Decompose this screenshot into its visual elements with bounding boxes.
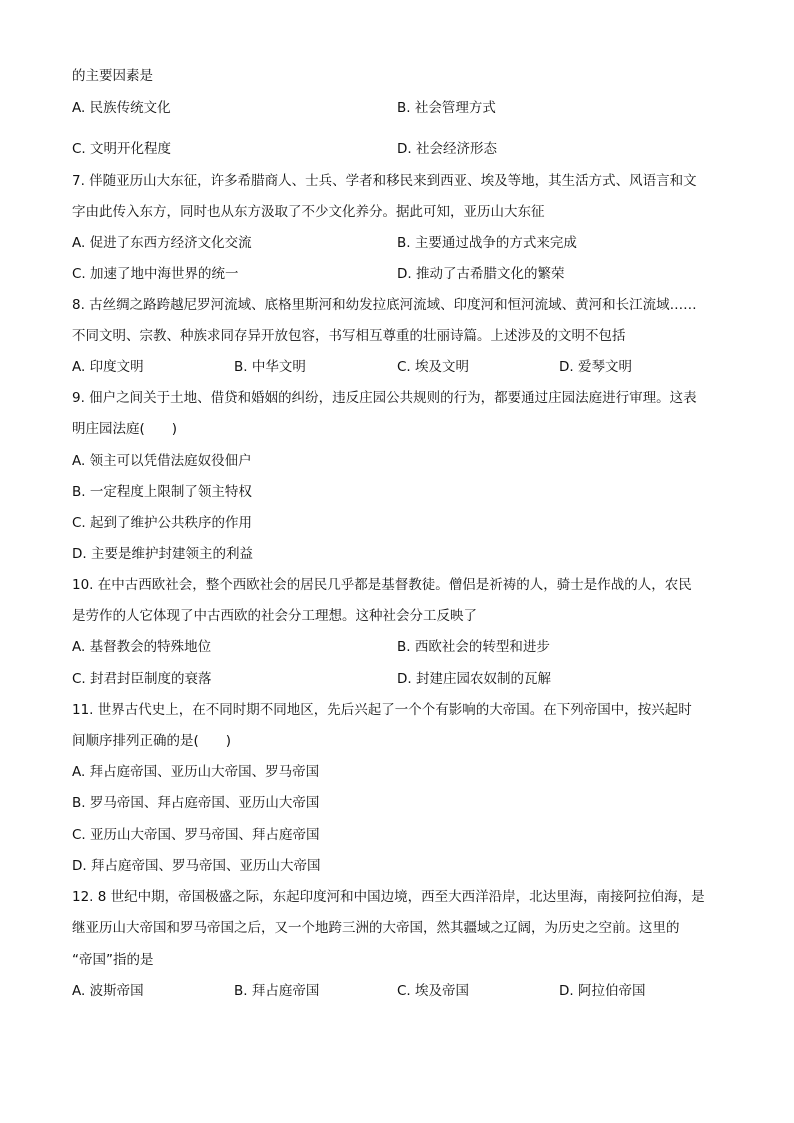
q7-stem-line1: 7. 伴随亚历山大东征，许多希腊商人、士兵、学者和移民来到西亚、埃及等地，其生活方式、风语言和文 <box>72 173 697 189</box>
q12-stem-line3: “帝国”指的是 <box>72 952 154 968</box>
q6-stem-tail: 的主要因素是 <box>72 68 153 84</box>
q10-option-d: D. 封建庄园农奴制的瓦解 <box>397 671 551 687</box>
q10-stem-line1: 10. 在中古西欧社会，整个西欧社会的居民几乎都是基督教徒。僧侣是祈祷的人，骑士是作战的人，农民 <box>72 577 692 593</box>
q12-option-a: A. 波斯帝国 <box>72 983 144 999</box>
q8-stem-line2: 不同文明、宗教、种族求同存异开放包容，书写相互尊重的壮丽诗篇。上述涉及的文明不包括 <box>72 328 626 344</box>
q12-option-b: B. 拜占庭帝国 <box>234 983 320 999</box>
q11-option-a: A. 拜占庭帝国、亚历山大帝国、罗马帝国 <box>72 764 320 780</box>
q11-option-d: D. 拜占庭帝国、罗马帝国、亚历山大帝国 <box>72 858 321 874</box>
q6-option-a: A. 民族传统文化 <box>72 100 171 116</box>
q9-option-b: B. 一定程度上限制了领主特权 <box>72 484 252 500</box>
q8-option-b: B. 中华文明 <box>234 359 306 375</box>
q11-option-b: B. 罗马帝国、拜占庭帝国、亚历山大帝国 <box>72 795 320 811</box>
q9-option-d: D. 主要是维护封建领主的利益 <box>72 546 253 562</box>
q10-option-c: C. 封君封臣制度的衰落 <box>72 671 212 687</box>
q9-stem-line2: 明庄园法庭( ) <box>72 421 178 437</box>
q7-option-d: D. 推动了古希腊文化的繁荣 <box>397 266 565 282</box>
q8-option-d: D. 爱琴文明 <box>559 359 632 375</box>
q11-stem-line2: 间顺序排列正确的是( ) <box>72 733 232 749</box>
q10-stem-line2: 是劳作的人它体现了中古西欧的社会分工理想。这种社会分工反映了 <box>72 608 477 624</box>
q7-option-a: A. 促进了东西方经济文化交流 <box>72 235 252 251</box>
q7-option-c: C. 加速了地中海世界的统一 <box>72 266 239 282</box>
q12-option-d: D. 阿拉伯帝国 <box>559 983 646 999</box>
q11-option-c: C. 亚历山大帝国、罗马帝国、拜占庭帝国 <box>72 827 320 843</box>
q10-option-b: B. 西欧社会的转型和进步 <box>397 639 550 655</box>
q6-option-c: C. 文明开化程度 <box>72 141 172 157</box>
q6-option-b: B. 社会管理方式 <box>397 100 496 116</box>
q11-stem-line1: 11. 世界古代史上，在不同时期不同地区，先后兴起了一个个有影响的大帝国。在下列帝国中，按兴起时 <box>72 702 692 718</box>
q8-stem-line1: 8. 古丝绸之路跨越尼罗河流域、底格里斯河和幼发拉底河流域、印度河和恒河流域、黄河和长江流域…… <box>72 297 697 313</box>
q12-option-c: C. 埃及帝国 <box>397 983 470 999</box>
q7-stem-line2: 字由此传入东方，同时也从东方汲取了不少文化养分。据此可知，亚历山大东征 <box>72 204 545 220</box>
q9-option-c: C. 起到了维护公共秩序的作用 <box>72 515 253 531</box>
q9-option-a: A. 领主可以凭借法庭奴役佃户 <box>72 453 252 469</box>
q7-option-b: B. 主要通过战争的方式来完成 <box>397 235 577 251</box>
q12-stem-line2: 继亚历山大帝国和罗马帝国之后，又一个地跨三洲的大帝国，然其疆域之辽阔，为历史之空前。这里的 <box>72 920 680 936</box>
q6-option-d: D. 社会经济形态 <box>397 141 497 157</box>
q10-option-a: A. 基督教会的特殊地位 <box>72 639 212 655</box>
q12-stem-line1: 12. 8 世纪中期，帝国极盛之际，东起印度河和中国边境，西至大西洋沿岸，北达里海，南接阿拉伯海，是 <box>72 889 705 905</box>
q8-option-c: C. 埃及文明 <box>397 359 470 375</box>
q8-option-a: A. 印度文明 <box>72 359 144 375</box>
q9-stem-line1: 9. 佃户之间关于土地、借贷和婚姻的纠纷，违反庄园公共规则的行为，都要通过庄园法庭进行审理。这表 <box>72 390 697 406</box>
